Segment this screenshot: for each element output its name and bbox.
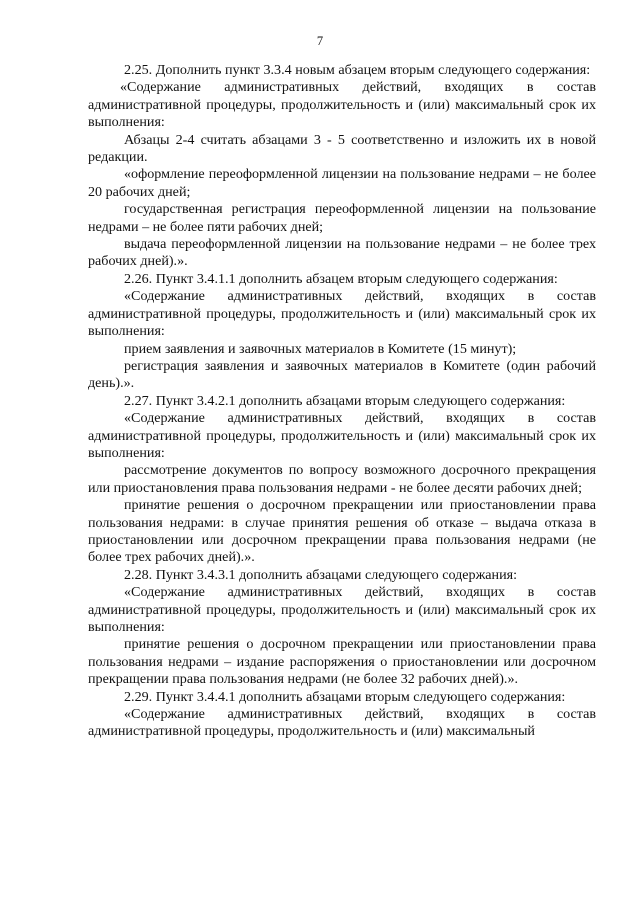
page-number: 7 (316, 34, 324, 48)
paragraph-2-26-intro: 2.26. Пункт 3.4.1.1 дополнить абзацем вторым следующего содержания: (124, 270, 558, 287)
document-body (88, 62, 596, 741)
paragraph-2-25-item-3: выдача переоформленной лицензии на пользование недрами – не более трех рабочих дней).». (88, 236, 596, 270)
paragraph-2-25-item-2: государственная регистрация переоформленной лицензии на пользование недрами – не более пяти рабочих дней; (88, 201, 596, 235)
paragraph-2-26-item-2: регистрация заявления и заявочных материалов в Комитете (один рабочий день).». (88, 357, 596, 392)
paragraph-2-25-renumber: Абзацы 2-4 считать абзацами 3 - 5 соответственно и изложить их в новой редакции. (88, 131, 596, 166)
paragraph-2-27-item-1: рассмотрение документов по вопросу возможного досрочного прекращения или приостановления права пользования недрами - не более десяти рабочих дней; (88, 462, 596, 496)
paragraph-2-28-intro: 2.28. Пункт 3.4.3.1 дополнить абзацами следующего содержания: (124, 566, 518, 583)
paragraph-2-29-intro: 2.29. Пункт 3.4.4.1 дополнить абзацами вторым следующего содержания: (124, 688, 566, 705)
paragraph-2-28-item-1: принятие решения о досрочном прекращении или приостановлении права пользования недрами – издание распоряжения о приостановлении или досрочном прекращении права пользования недрами (не более 32 рабочих дней).». (88, 636, 596, 688)
paragraph-2-26-item-1: прием заявления и заявочных материалов в Комитете (15 минут); (124, 340, 517, 357)
paragraph-2-28-quote: «Содержание административных действий, входящих в состав административной процедуры, продолжительность и (или) максимальный срок их выполнения: (88, 584, 596, 635)
paragraph-2-25-intro: 2.25. Дополнить пункт 3.3.4 новым абзацем вторым следующего содержания: (124, 62, 591, 78)
paragraph-2-27-quote: «Содержание административных действий, входящих в состав административной процедуры, продолжительность и (или) максимальный срок их выполнения: (88, 410, 596, 461)
paragraph-2-27-intro: 2.27. Пункт 3.4.2.1 дополнить абзацами вторым следующего содержания: (124, 392, 566, 409)
paragraph-2-26-quote: «Содержание административных действий, входящих в состав административной процедуры, продолжительность и (или) максимальный срок их выполнения: (88, 288, 596, 340)
paragraph-2-29-quote: «Содержание административных действий, входящих в состав административной процедуры, продолжительность и (или) максимальный (88, 706, 596, 740)
paragraph-2-25-quote: «Содержание административных действий, входящих в состав административной процедуры, продолжительность и (или) максимальный срок их выполнения: (88, 79, 596, 131)
paragraph-2-27-item-2: принятие решения о досрочном прекращении или приостановлении права пользования недрами: в случае принятия решения об отказе – выдача отказа в приостановлении или досрочном прекращении права пользования недрами (не более трех рабочих дней).». (88, 497, 596, 566)
paragraph-2-25-item-1: «оформление переоформленной лицензии на пользование недрами – не более 20 рабочих дней; (88, 166, 596, 200)
